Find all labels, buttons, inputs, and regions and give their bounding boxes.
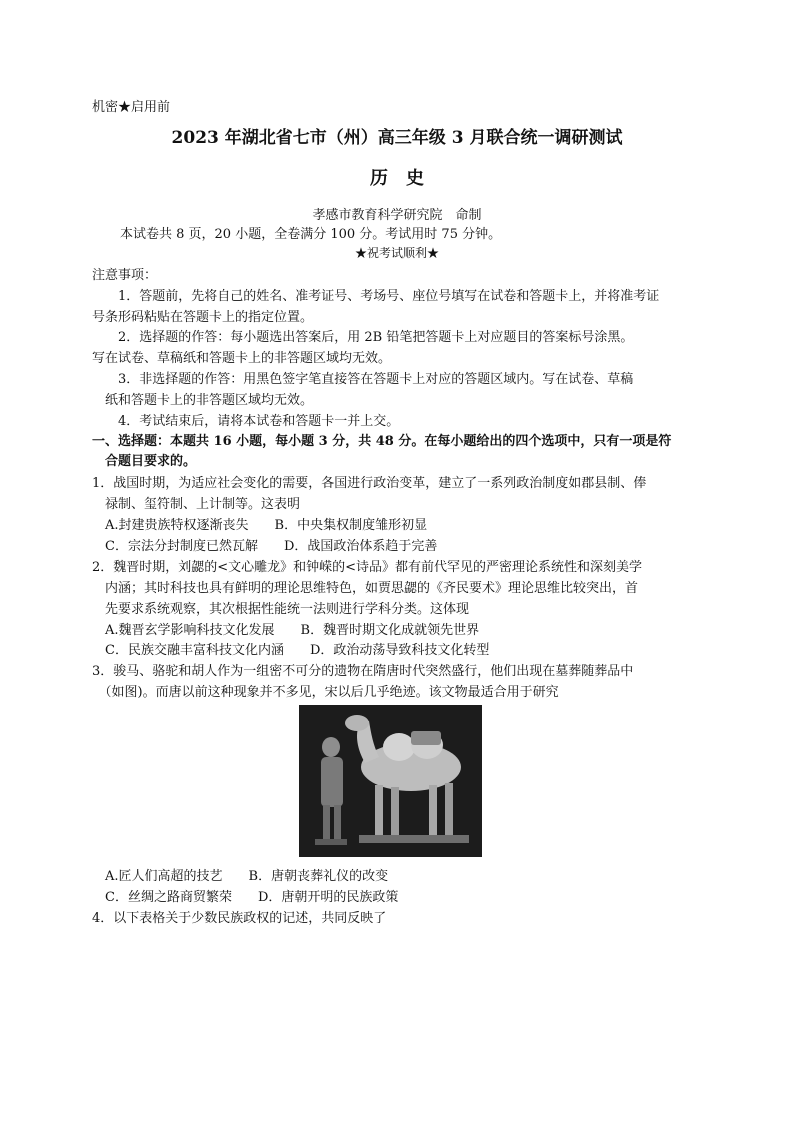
question-3-options: C．丝绸之路商贸繁荣 D．唐朝开明的民族政策 — [92, 890, 399, 905]
notes-line: 1．答题前，先将自己的姓名、准考证号、考场号、座位号填写在试卷和答题卡上，并将准考证 — [92, 289, 660, 304]
notes-heading: 注意事项： — [92, 268, 158, 283]
author-line: 孝感市教育科学研究院 命制 — [312, 208, 482, 223]
notes-line: 2．选择题的作答：每小题选出答案后，用 2B 铅笔把答题卡上对应题目的答案标号涂黑。 — [92, 330, 634, 345]
tang-camel-figurine-photo — [299, 705, 482, 857]
question-3-stem: 3．骏马、骆驼和胡人作为一组密不可分的遗物在隋唐时代突然盛行，他们出现在墓葬随葬品中 — [92, 664, 634, 679]
section-heading: 一、选择题：本题共 16 小题，每小题 3 分，共 48 分。在每小题给出的四个选项中，只有一项是符 — [92, 434, 672, 449]
question-1-options: A.封建贵族特权逐渐丧失 B．中央集权制度雏形初显 — [92, 518, 428, 533]
question-3-stem: （如图)。而唐以前这种现象并不多见，宋以后几乎绝迹。该文物最适合用于研究 — [92, 685, 559, 700]
notes-line: 写在试卷、草稿纸和答题卡上的非答题区域均无效。 — [92, 351, 392, 366]
question-2-options: C．民族交融丰富科技文化内涵 D．政治动荡导致科技文化转型 — [92, 643, 490, 658]
exam-title: 2023 年湖北省七市（州）高三年级 3 月联合统一调研测试 — [171, 128, 623, 148]
question-2-options: A.魏晋玄学影响科技文化发展 B．魏晋时期文化成就领先世界 — [92, 623, 480, 638]
notes-line: 号条形码粘贴在答题卡上的指定位置。 — [92, 310, 314, 325]
subject-title: 历史 — [370, 168, 442, 189]
good-luck-line: ★祝考试顺利★ — [354, 246, 439, 260]
question-1-options: C．宗法分封制度已然瓦解 D．战国政治体系趋于完善 — [92, 539, 438, 554]
question-1-stem: 1．战国时期，为适应社会变化的需要，各国进行政治变革，建立了一系列政治制度如郡县制、俸 — [92, 476, 647, 491]
notes-line: 4．考试结束后，请将本试卷和答题卡一并上交。 — [92, 414, 400, 429]
question-2-stem: 内涵；其时科技也具有鲜明的理论思维特色，如贾思勰的《齐民要术》理论思维比较突出，首 — [92, 581, 639, 596]
question-1-stem: 禄制、玺符制、上计制等。这表明 — [92, 497, 301, 512]
figurine-illustration — [299, 705, 482, 857]
question-3-options: A.匠人们高超的技艺 B．唐朝丧葬礼仪的改变 — [92, 869, 389, 884]
section-heading-cont: 合题目要求的。 — [92, 454, 197, 469]
notes-line: 3．非选择题的作答：用黑色签字笔直接答在答题卡上对应的答题区域内。写在试卷、草稿 — [92, 372, 634, 387]
question-2-stem: 2．魏晋时期，刘勰的<文心雕龙》和钟嵘的<诗品》都有前代罕见的严密理论系统性和深刻美学 — [92, 560, 643, 575]
question-4-stem: 4．以下表格关于少数民族政权的记述，共同反映了 — [92, 911, 387, 926]
notes-line: 纸和答题卡上的非答题区域均无效。 — [92, 393, 314, 408]
question-2-stem: 先要求系统观察，其次根据性能统一法则进行学科分类。这体现 — [92, 602, 470, 617]
confidential-mark: 机密★启用前 — [92, 100, 171, 115]
exam-info: 本试卷共 8 页，20 小题，全卷满分 100 分。考试用时 75 分钟。 — [120, 227, 502, 242]
